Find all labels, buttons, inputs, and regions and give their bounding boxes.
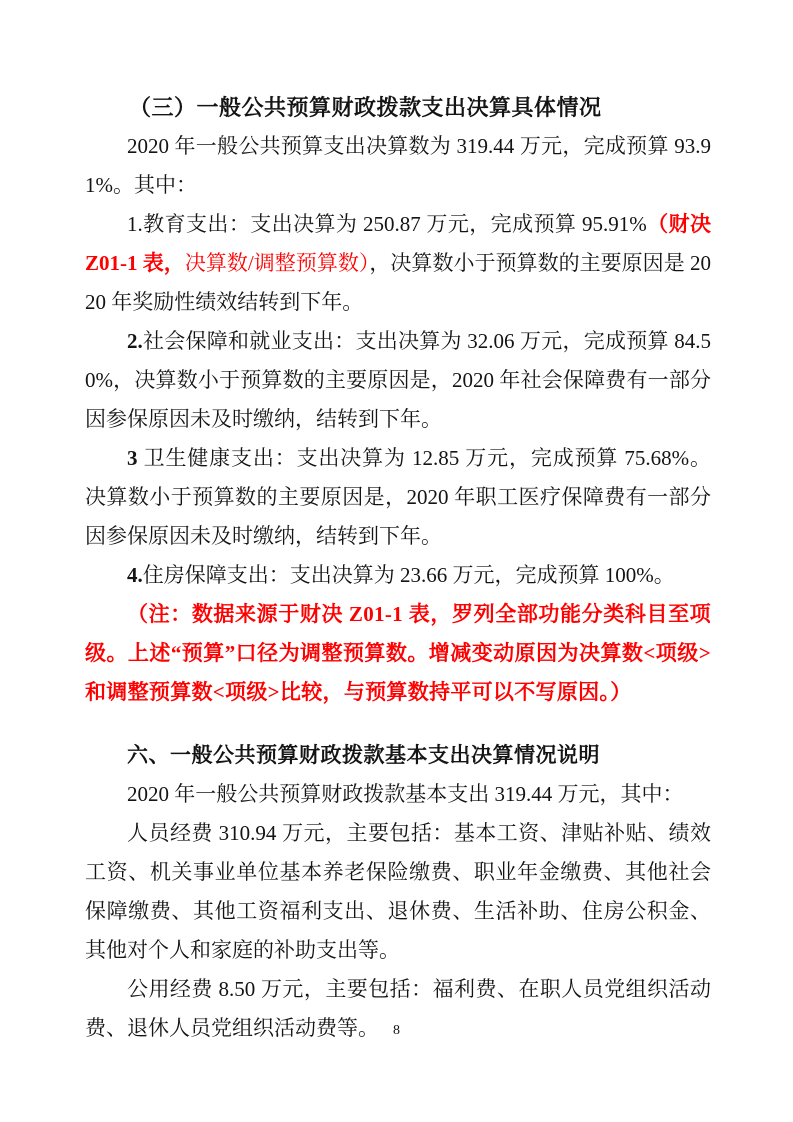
item2-social-security-paragraph	[85, 322, 711, 439]
section6-heading: 六、一般公共预算财政拨款基本支出决算情况说明	[127, 744, 600, 767]
item1-text-post: ，决算数小于预算数的主要原因是 2020 年奖励性绩效结转到下年。	[85, 251, 712, 314]
document-content	[85, 88, 711, 1048]
item2-text: 社会保障和就业支出：支出决算为 32.06 万元，完成预算 84.50%，决算数小于预算数的主要原因是，2020 年社会保障费有一部分因参保原因未及时缴纳，结转到下年。	[85, 329, 711, 431]
section6-personnel-paragraph: 人员经费 310.94 万元，主要包括：基本工资、津贴补贴、绩效工资、机关事业单位基本养老保险缴费、职业年金缴费、其他社会保障缴费、其他工资福利支出、退休费、生活补助、住房公积金、其他对个人和家庭的补助支出等。	[85, 821, 711, 962]
item4-text: 住房保障支出：支出决算为 23.66 万元，完成预算 100%。	[142, 563, 675, 587]
item1-text-pre: 1.教育支出：支出决算为 250.87 万元，完成预算 95.91%	[127, 212, 647, 236]
item4-housing-paragraph	[85, 556, 711, 595]
section6-total-paragraph: 2020 年一般公共预算财政拨款基本支出 319.44 万元，其中：	[127, 782, 684, 806]
item3-number: 3	[127, 446, 138, 470]
item2-number: 2.	[127, 329, 143, 353]
item1-red-annotation: 决算数/调整预算数）	[184, 251, 370, 275]
section6-public-funds-paragraph: 公用经费 8.50 万元，主要包括：福利费、在职人员党组织活动费、退休人员党组织活动费等。	[85, 977, 711, 1040]
section3-heading: （三）一般公共预算财政拨款支出决算具体情况	[129, 95, 602, 120]
item3-health-paragraph	[85, 439, 711, 556]
item3-text: 卫生健康支出：支出决算为 12.85 万元，完成预算 75.68%。决算数小于预算数的主要原因是，2020 年职工医疗保障费有一部分因参保原因未及时缴纳，结转到下年。	[85, 446, 711, 548]
item1-education-paragraph	[85, 205, 711, 322]
item4-number: 4.	[127, 563, 143, 587]
data-source-note: （注：数据来源于财决 Z01-1 表，罗列全部功能分类科目至项级。上述“预算”口径为调整预算数。增减变动原因为决算数<项级>和调整预算数<项级>比较，与预算数持平可以不写原因。）	[85, 602, 711, 704]
item1-red-bold-annotation: （财决 Z01-1 表，	[85, 212, 711, 275]
section3-total-paragraph: 2020 年一般公共预算支出决算数为 319.44 万元，完成预算 93.91%。其中：	[85, 134, 711, 197]
page-number: 8	[393, 1023, 400, 1038]
